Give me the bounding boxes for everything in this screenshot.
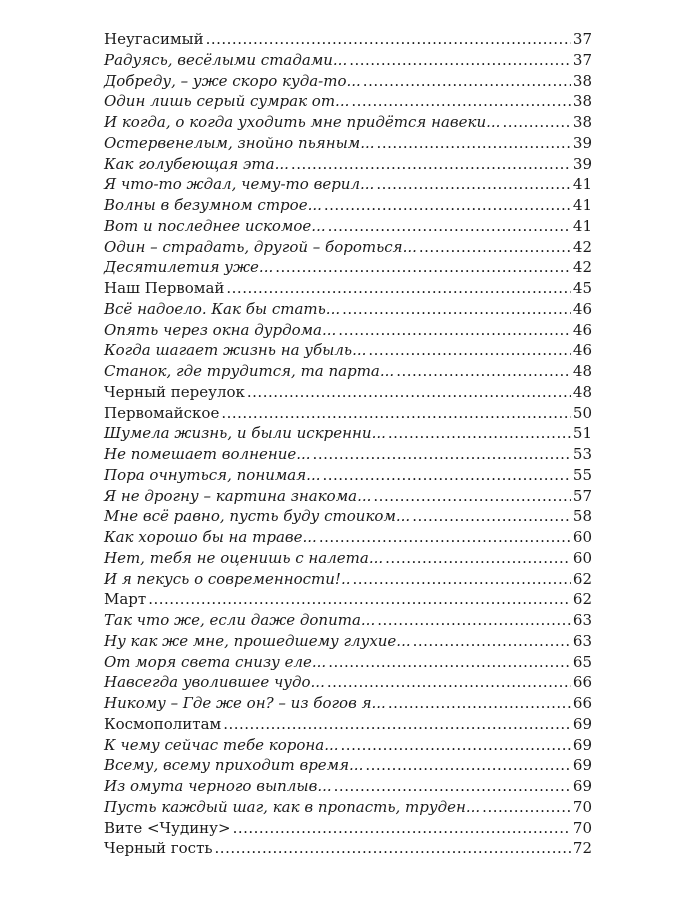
toc-entry [104, 175, 592, 196]
dot-leader [226, 279, 571, 297]
table-of-contents [104, 30, 592, 860]
toc-entry-page: 45 [572, 279, 592, 297]
toc-entry [104, 466, 592, 487]
toc-entry-page: 41 [572, 216, 592, 235]
toc-entry-page: 55 [572, 465, 592, 484]
toc-entry-page: 51 [572, 424, 592, 443]
toc-entry-page: 41 [572, 175, 592, 194]
dot-leader [376, 175, 571, 193]
toc-entry-page: 37 [572, 30, 592, 48]
dot-leader [373, 487, 571, 505]
toc-entry [104, 196, 592, 217]
dot-leader [341, 736, 571, 754]
dot-leader [233, 819, 571, 837]
dot-leader [275, 258, 571, 276]
toc-entry-title: Из омута черного выплыв... [104, 777, 332, 795]
toc-entry-page: 63 [572, 631, 592, 650]
toc-entry-title: И я пекусь о современности!.. [104, 569, 351, 588]
toc-entry [104, 570, 592, 591]
toc-entry-title: Всему, всему приходит время... [104, 756, 364, 775]
dot-leader [313, 445, 571, 463]
toc-entry-page: 42 [572, 237, 592, 256]
toc-entry [104, 217, 592, 238]
toc-entry-title: Пусть каждый шаг, как в пропасть, труден... [104, 797, 481, 816]
dot-leader [322, 466, 570, 484]
toc-entry-title: Навсегда уволившее чудо... [104, 673, 325, 692]
toc-entry-title: Один лишь серый сумрак от... [104, 92, 350, 111]
toc-entry [104, 155, 592, 176]
toc-entry [104, 445, 592, 466]
dot-leader [148, 590, 571, 608]
dot-leader [349, 51, 571, 69]
toc-entry-page: 60 [572, 528, 592, 546]
dot-leader [334, 777, 571, 795]
dot-leader [365, 756, 571, 774]
toc-entry-title: Добреду, – уже скоро куда-то... [104, 71, 361, 90]
toc-entry-page: 46 [572, 341, 592, 360]
toc-entry-page: 39 [572, 133, 592, 152]
toc-entry-title: Остервенелым, знойно пьяным... [104, 133, 375, 152]
toc-entry-title: Пора очнуться, понимая... [104, 465, 321, 484]
toc-entry [104, 736, 592, 757]
dot-leader [368, 341, 571, 359]
toc-entry-page: 41 [572, 196, 592, 214]
toc-entry-title: Вите <Чудину> [104, 818, 231, 837]
toc-entry-title: И когда, о когда уходить мне придётся навеки... [104, 113, 501, 131]
dot-leader [388, 424, 571, 442]
toc-entry-title: Черный переулок [104, 382, 245, 401]
dot-leader [221, 404, 571, 422]
dot-leader [319, 528, 571, 546]
toc-entry-page: 37 [572, 50, 592, 69]
dot-leader [215, 839, 571, 857]
dot-leader [247, 383, 571, 401]
toc-entry-page: 66 [572, 673, 592, 692]
toc-entry [104, 279, 592, 300]
toc-entry [104, 258, 592, 279]
toc-entry [104, 694, 592, 715]
toc-entry-page: 58 [572, 507, 592, 526]
toc-entry-page: 69 [572, 735, 592, 754]
toc-entry-page: 46 [572, 299, 592, 318]
toc-entry-title: Волны в безумном строе... [104, 196, 322, 214]
toc-entry [104, 590, 592, 611]
dot-leader [327, 673, 571, 691]
toc-entry-title: Шумела жизнь, и были искренни... [104, 424, 386, 443]
toc-entry [104, 839, 592, 860]
toc-entry [104, 238, 592, 259]
toc-entry-title: Ну как же мне, прошедшему глухие... [104, 631, 411, 650]
toc-entry-title: Я что-то ждал, чему-то верил... [104, 175, 375, 194]
dot-leader [412, 507, 571, 525]
dot-leader [328, 653, 571, 671]
toc-entry-title: Неугасимый [104, 30, 204, 48]
toc-entry-page: 70 [572, 818, 592, 837]
toc-entry-page: 69 [572, 714, 592, 733]
toc-entry-page: 65 [572, 652, 592, 671]
toc-entry-page: 72 [572, 839, 592, 858]
toc-entry-page: 57 [572, 486, 592, 505]
toc-entry-title: Я не дрогну – картина знакома... [104, 486, 372, 505]
toc-entry [104, 134, 592, 155]
toc-entry-title: Никому – Где же он? – из богов я... [104, 694, 386, 712]
toc-entry-title: Черный гость [104, 839, 213, 858]
toc-entry-title: Когда шагает жизнь на убыль... [104, 341, 367, 360]
toc-entry-title: К чему сейчас тебе корона... [104, 735, 339, 754]
toc-entry-page: 50 [572, 403, 592, 422]
toc-entry [104, 632, 592, 653]
dot-leader [291, 155, 571, 173]
toc-entry [104, 611, 592, 632]
toc-entry-title: Всё надоело. Как бы стать... [104, 299, 341, 318]
toc-entry-title: Март [104, 590, 147, 609]
dot-leader [482, 798, 571, 816]
dot-leader [388, 694, 571, 712]
toc-entry-title: Как голубеющая эта... [104, 154, 289, 173]
toc-entry-page: 38 [572, 92, 592, 111]
toc-entry [104, 528, 592, 549]
dot-leader [223, 715, 571, 733]
toc-entry-title: Нет, тебя не оценишь с налета... [104, 548, 384, 567]
dot-leader [413, 632, 571, 650]
toc-entry-page: 46 [572, 320, 592, 339]
dot-leader [377, 611, 571, 629]
toc-entry-page: 62 [572, 590, 592, 609]
toc-entry-title: Один – страдать, другой – бороться... [104, 237, 417, 256]
toc-entry-page: 42 [572, 258, 592, 277]
toc-entry-page: 38 [572, 71, 592, 90]
toc-entry-page: 63 [572, 611, 592, 629]
dot-leader [351, 92, 571, 110]
toc-entry-title: Станок, где трудится, та парта... [104, 362, 395, 380]
toc-entry-page: 38 [572, 113, 592, 131]
toc-entry-title: Десятилетия уже... [104, 258, 274, 277]
toc-entry-page: 53 [572, 445, 592, 463]
toc-entry [104, 715, 592, 736]
toc-entry-title: От моря света снизу еле... [104, 652, 327, 671]
toc-entry-title: Первомайское [104, 403, 220, 422]
toc-entry-page: 60 [572, 548, 592, 567]
toc-entry [104, 341, 592, 362]
toc-entry [104, 487, 592, 508]
toc-entry-page: 70 [572, 797, 592, 816]
dot-leader [206, 30, 571, 48]
toc-entry [104, 756, 592, 777]
toc-entry-title: Космополитам [104, 714, 222, 733]
toc-entry-page: 48 [572, 362, 592, 380]
toc-entry [104, 321, 592, 342]
toc-entry [104, 424, 592, 445]
toc-entry [104, 673, 592, 694]
toc-entry [104, 30, 592, 51]
dot-leader [324, 196, 571, 214]
toc-entry-title: Радуясь, весёлыми стадами... [104, 50, 348, 69]
toc-entry [104, 404, 592, 425]
dot-leader [338, 321, 571, 339]
toc-entry-page: 48 [572, 382, 592, 401]
toc-entry [104, 383, 592, 404]
toc-entry [104, 507, 592, 528]
dot-leader [419, 238, 571, 256]
toc-entry-page: 39 [572, 154, 592, 173]
dot-leader [377, 134, 571, 152]
dot-leader [342, 300, 571, 318]
dot-leader [396, 362, 571, 380]
toc-entry-title: Вот и последнее искомое... [104, 216, 326, 235]
toc-entry-page: 62 [572, 569, 592, 588]
toc-entry [104, 51, 592, 72]
dot-leader [328, 217, 571, 235]
toc-entry-title: Мне всё равно, пусть буду стоиком... [104, 507, 411, 526]
toc-entry [104, 72, 592, 93]
toc-entry [104, 362, 592, 383]
toc-entry-title: Не помешает волнение... [104, 445, 311, 463]
toc-entry [104, 798, 592, 819]
toc-entry [104, 777, 592, 798]
toc-entry [104, 653, 592, 674]
toc-entry [104, 92, 592, 113]
toc-entry-title: Как хорошо бы на траве... [104, 528, 317, 546]
dot-leader [352, 570, 570, 588]
toc-entry-title: Опять через окна дурдома... [104, 320, 337, 339]
dot-leader [502, 113, 570, 131]
toc-entry [104, 300, 592, 321]
toc-entry-title: Так что же, если даже допита... [104, 611, 376, 629]
toc-entry [104, 549, 592, 570]
dot-leader [363, 72, 571, 90]
toc-entry-page: 69 [572, 777, 592, 795]
toc-entry-title: Наш Первомай [104, 279, 225, 297]
dot-leader [385, 549, 571, 567]
toc-entry [104, 113, 592, 134]
toc-entry-page: 69 [572, 756, 592, 775]
toc-entry-page: 66 [572, 694, 592, 712]
toc-entry [104, 819, 592, 840]
